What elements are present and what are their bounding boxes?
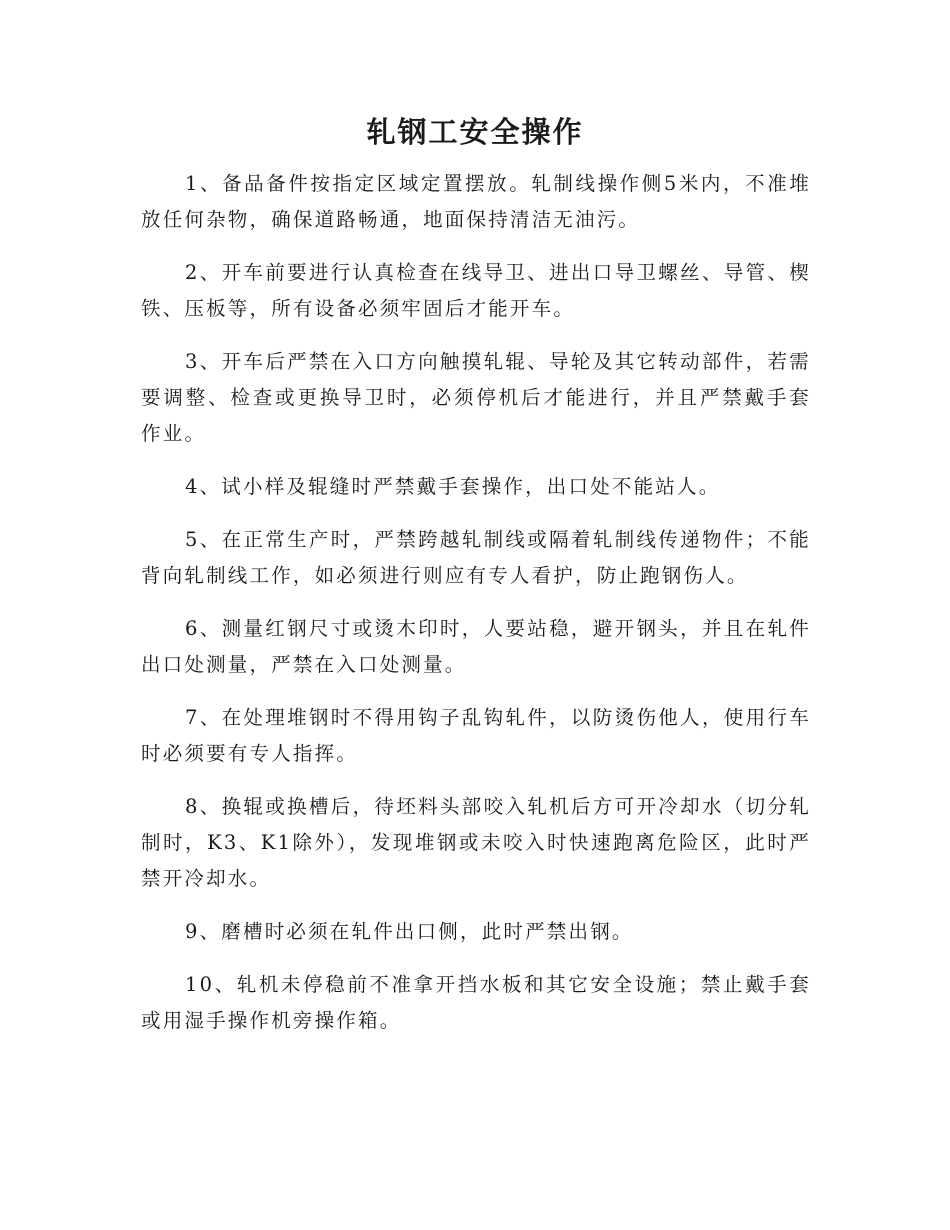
paragraph-10: 10、轧机未停稳前不准拿开挡水板和其它安全设施；禁止戴手套或用湿手操作机旁操作箱。 — [141, 973, 811, 1032]
paragraph-1: 1、备品备件按指定区域定置摆放。轧制线操作侧5米内，不准堆放任何杂物，确保道路畅通，地面保持清洁无油污。 — [141, 172, 811, 231]
paragraph-8: 8、换辊或换槽后，待坯料头部咬入轧机后方可开冷却水（切分轧制时，K3、K1除外），发现堆钢或未咬入时快速跑离危险区，此时严禁开冷却水。 — [141, 795, 811, 890]
paragraph-6: 6、测量红钢尺寸或烫木印时，人要站稳，避开钢头，并且在轧件出口处测量，严禁在入口处测量。 — [141, 617, 811, 676]
document-body — [141, 166, 811, 1056]
paragraph-9: 9、磨槽时必须在轧件出口侧，此时严禁出钢。 — [185, 920, 634, 943]
paragraph-3: 3、开车后严禁在入口方向触摸轧辊、导轮及其它转动部件，若需要调整、检查或更换导卫时，必须停机后才能进行，并且严禁戴手套作业。 — [141, 350, 811, 445]
paragraph-2: 2、开车前要进行认真检查在线导卫、进出口导卫螺丝、导管、楔铁、压板等，所有设备必须牢固后才能开车。 — [141, 261, 811, 320]
document-title: 轧钢工安全操作 — [366, 115, 584, 149]
paragraph-5: 5、在正常生产时，严禁跨越轧制线或隔着轧制线传递物件；不能背向轧制线工作，如必须进行则应有专人看护，防止跑钢伤人。 — [141, 528, 811, 587]
paragraph-4: 4、试小样及辊缝时严禁戴手套操作，出口处不能站人。 — [185, 475, 721, 498]
paragraph-7: 7、在处理堆钢时不得用钩子乱钩轧件，以防烫伤他人，使用行车时必须要有专人指挥。 — [141, 706, 811, 765]
